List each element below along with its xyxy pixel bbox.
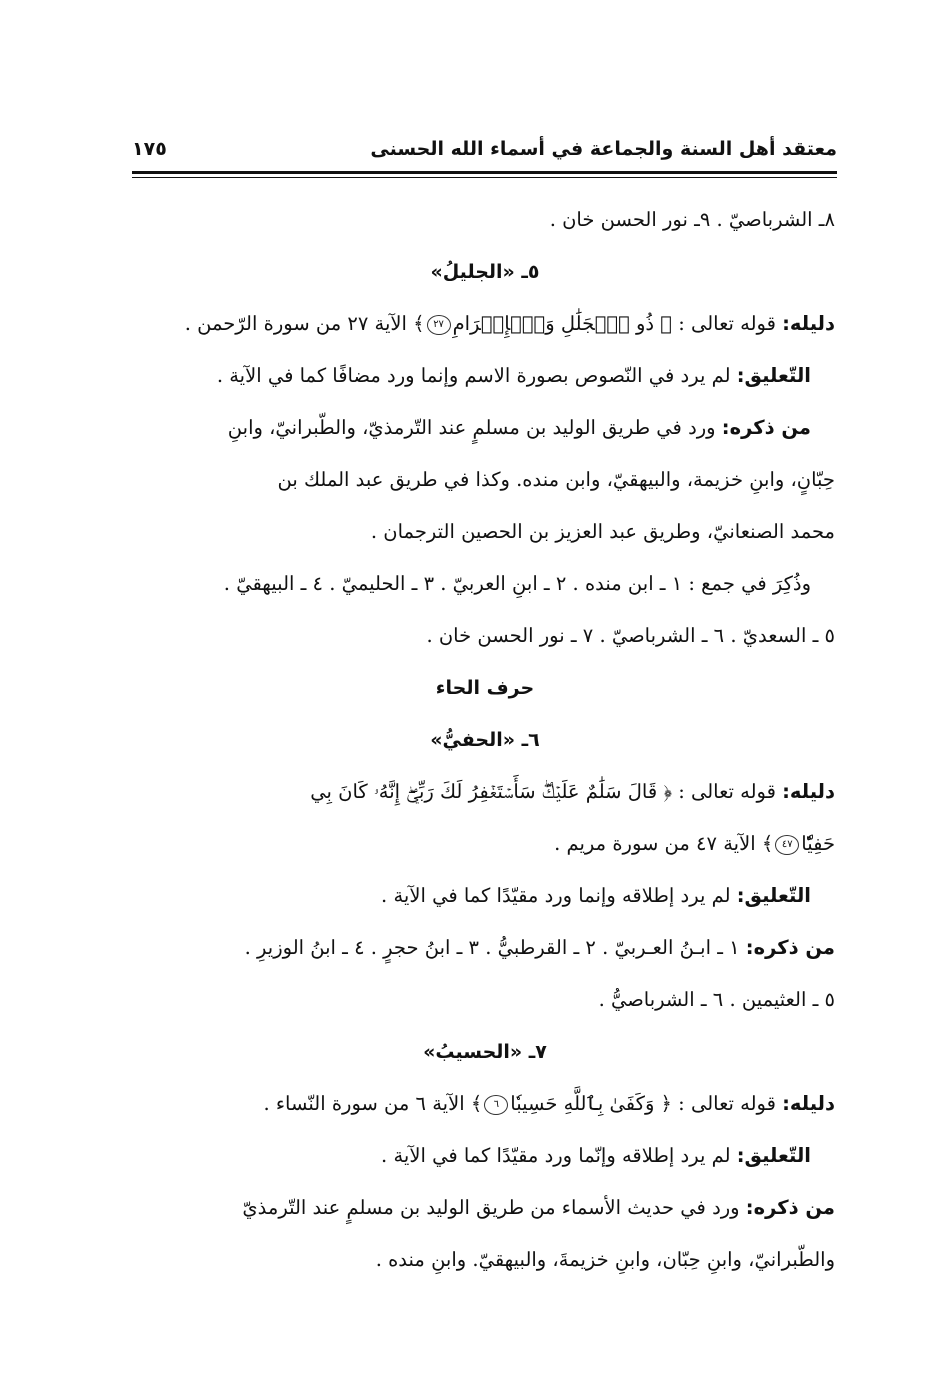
commentary-line bbox=[135, 350, 835, 402]
mentioned-by-line bbox=[135, 1182, 835, 1234]
text-line: وذُكِرَ في جمع : ١ ـ ابن منده . ٢ ـ ابنِ العربيّ . ٣ ـ الحليميّ . ٤ ـ البيهقيّ . bbox=[223, 572, 811, 595]
verse-reference: ﴾ الآية ٦ من سورة النّساء . bbox=[263, 1092, 483, 1115]
header-rule-thick bbox=[132, 171, 837, 174]
commentary-label: التّعليق: bbox=[736, 1144, 811, 1167]
text-line: ٥ ـ العثيمين . ٦ ـ الشرباصيُّ . bbox=[598, 988, 835, 1011]
quran-verse: قوله تعالى : ﴿ ذُو ٱلۡجَلَٰلِ وَٱلۡإِكۡرَامِ bbox=[452, 312, 776, 335]
page-number: ١٧٥ bbox=[132, 138, 167, 160]
name-heading-hasib: ٧ـ «الحسيبُ» bbox=[423, 1041, 547, 1063]
evidence-label: دليله: bbox=[782, 312, 835, 335]
mentioned-by-line bbox=[135, 402, 835, 454]
running-header bbox=[132, 132, 837, 166]
text-line: ٨ـ الشرباصيّ . ٩ـ نور الحسن خان . bbox=[549, 208, 835, 231]
evidence-line-continued bbox=[135, 818, 835, 870]
commentary-text: لم يرد إطلاقه وإنّما ورد مقيّدًا كما في الآية . bbox=[381, 1144, 731, 1167]
commentary-label: التّعليق: bbox=[736, 364, 811, 387]
mentioned-by-text: ورد في حديث الأسماء من طريق الوليد بن مسلمٍ عند التّرمذيّ bbox=[242, 1196, 740, 1219]
header-title: معتقد أهل السنة والجماعة في أسماء الله الحسنى bbox=[370, 138, 837, 160]
header-rule-thin bbox=[132, 177, 837, 178]
ayah-number-mark: ٤٧ bbox=[775, 835, 799, 855]
verse-reference: ﴾ الآية ٤٧ من سورة مريم . bbox=[554, 832, 774, 855]
verse-reference: ﴾ الآية ٢٧ من سورة الرّحمن . bbox=[184, 312, 425, 335]
mentioned-by-text: ١ ـ ابـنُ العـربيّ . ٢ ـ القرطبيُّ . ٣ ـ ابنُ حجرٍ . ٤ ـ ابنُ الوزيرِ . bbox=[244, 936, 740, 959]
mentioned-by-text: ورد في طريق الوليد بن مسلمٍ عند التّرمذيّ، والطّبرانيّ، وابنِ bbox=[227, 416, 716, 439]
evidence-label: دليله: bbox=[782, 780, 835, 803]
quran-verse: قوله تعالى : ﴿ قَالَ سَلَٰمٌ عَلَيۡكَۖ سَأَسۡتَغۡفِرُ لَكَ رَبِّيٓۖ إِنَّهُۥ كَانَ بِي bbox=[310, 780, 776, 803]
ayah-number-mark: ٢٧ bbox=[427, 315, 451, 335]
text-line: ٥ ـ السعديّ . ٦ ـ الشرباصيّ . ٧ ـ نور الحسن خان . bbox=[426, 624, 835, 647]
quran-verse: قوله تعالى : ﴿ وَكَفَىٰ بِٱللَّهِ حَسِيبٗا bbox=[510, 1092, 776, 1115]
evidence-line bbox=[135, 298, 835, 350]
text-line: والطّبرانيّ، وابنِ حِبّان، وابنِ خزيمةَ، والبيهقيّ. وابنِ منده . bbox=[375, 1248, 835, 1271]
text-line: حِبّانٍ، وابنِ خزيمة، والبيهقيّ، وابن منده. وكذا في طريق عبد الملك بن bbox=[277, 468, 835, 491]
mentioned-by-label: من ذكره: bbox=[745, 936, 835, 959]
commentary-line bbox=[135, 870, 835, 922]
evidence-line bbox=[135, 1078, 835, 1130]
evidence-line bbox=[135, 766, 835, 818]
mentioned-by-label: من ذكره: bbox=[745, 1196, 835, 1219]
name-heading-hafi: ٦ـ «الحفيُّ» bbox=[430, 729, 540, 751]
commentary-line bbox=[135, 1130, 835, 1182]
mentioned-by-label: من ذكره: bbox=[721, 416, 811, 439]
page-body bbox=[135, 194, 835, 1286]
commentary-text: لم يرد في النّصوص بصورة الاسم وإنما ورد مضافًا كما في الآية . bbox=[216, 364, 731, 387]
ayah-number-mark: ٦ bbox=[484, 1095, 508, 1115]
evidence-label: دليله: bbox=[782, 1092, 835, 1115]
text-line: محمد الصنعانيّ، وطريق عبد العزيز بن الحصين الترجمان . bbox=[370, 520, 835, 543]
name-heading-jalil: ٥ـ «الجليلُ» bbox=[430, 261, 540, 283]
commentary-label: التّعليق: bbox=[736, 884, 811, 907]
commentary-text: لم يرد إطلاقه وإنما ورد مقيّدًا كما في الآية . bbox=[381, 884, 731, 907]
mentioned-by-line bbox=[135, 922, 835, 974]
quran-verse: حَفِيّٗا bbox=[801, 832, 835, 855]
section-heading-haa: حرف الحاء bbox=[435, 677, 535, 699]
